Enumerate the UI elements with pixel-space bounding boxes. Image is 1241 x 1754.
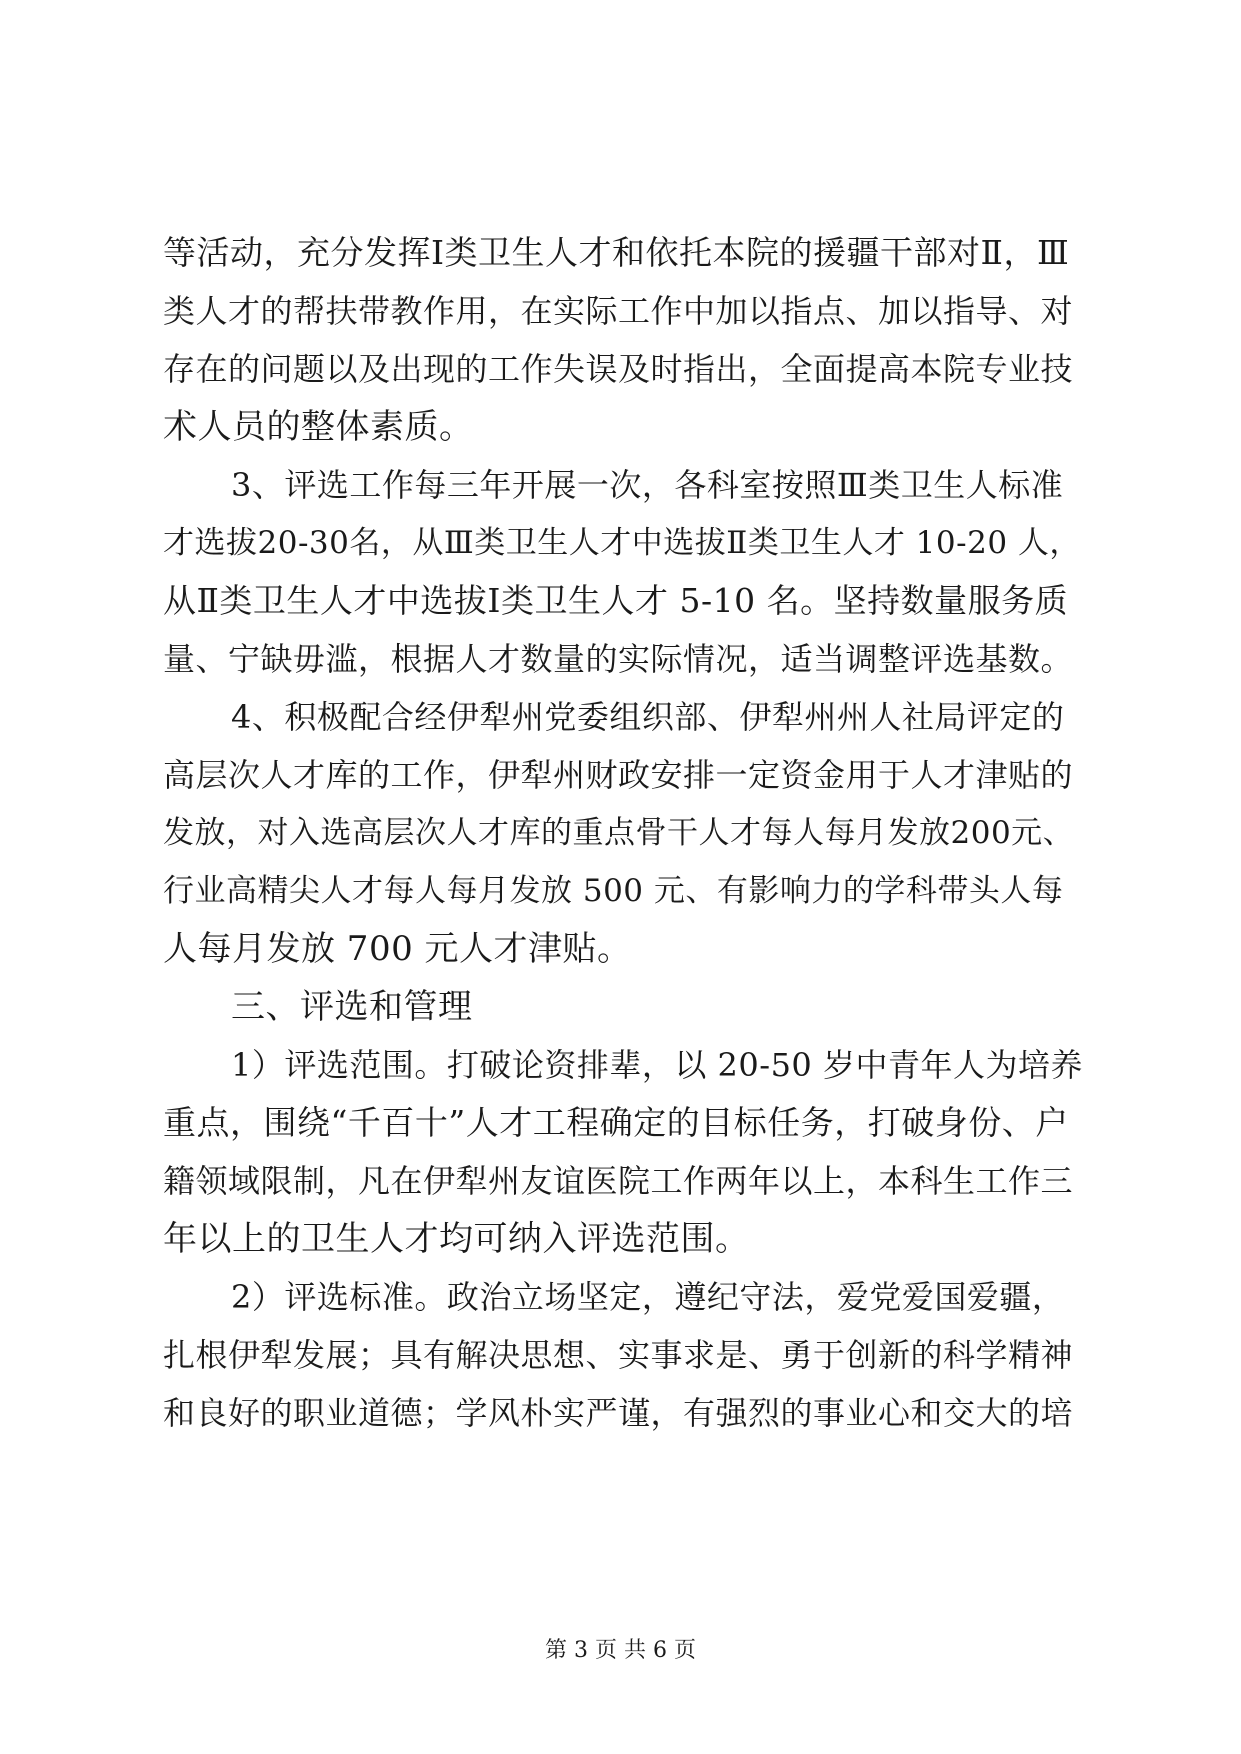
section-heading xyxy=(163,978,1083,1036)
text-line: 存在的问题以及出现的工作失误及时指出，全面提高本院专业技 xyxy=(163,350,1074,388)
text-line: 类人才的帮扶带教作用，在实际工作中加以指点、加以指导、对 xyxy=(163,292,1074,330)
text-line: 扎根伊犁发展；具有解决思想、实事求是、勇于创新的科学精神 xyxy=(163,1336,1074,1374)
text-line: 高层次人才库的工作，伊犁州财政安排一定资金用于人才津贴的 xyxy=(163,756,1074,794)
paragraph-item-3 xyxy=(163,456,1083,688)
text-line: 2）评选标准。政治立场坚定，遵纪守法，爱党爱国爱疆， xyxy=(231,1278,1065,1316)
text-line: 重点，围绕“千百十”人才工程确定的目标任务，打破身份、户 xyxy=(163,1103,1069,1142)
text-line: 术人员的整体素质。 xyxy=(163,407,474,447)
text-line: 发放，对入选高层次人才库的重点骨干人才每人每月发放200元、 xyxy=(163,815,1075,851)
paragraph-criteria xyxy=(163,1268,1083,1442)
section-heading-text: 三、评选和管理 xyxy=(231,987,473,1027)
text-line: 行业高精尖人才每人每月发放 500 元、有影响力的学科带头人每 xyxy=(163,873,1064,909)
text-line: 人每月发放 700 元人才津贴。 xyxy=(163,929,632,969)
text-line: 量、宁缺毋滥，根据人才数量的实际情况，适当调整评选基数。 xyxy=(163,640,1074,678)
text-line: 3、评选工作每三年开展一次，各科室按照Ⅲ类卫生人标准 xyxy=(231,466,1064,504)
document-body xyxy=(163,224,1083,1442)
text-line: 从Ⅱ类卫生人才中选拔Ⅰ类卫生人才 5-10 名。坚持数量服务质 xyxy=(163,581,1069,620)
text-line: 籍领域限制，凡在伊犁州友谊医院工作两年以上，本科生工作三 xyxy=(163,1162,1074,1200)
paragraph-item-4 xyxy=(163,688,1083,978)
text-line: 才选拔20-30名，从Ⅲ类卫生人才中选拔Ⅱ类卫生人才 10-20 人， xyxy=(163,525,1081,561)
text-line: 和良好的职业道德；学风朴实严谨，有强烈的事业心和交大的培 xyxy=(163,1394,1074,1432)
paragraph-scope xyxy=(163,1036,1083,1268)
text-line: 1）评选范围。打破论资排辈，以 20-50 岁中青年人为培养 xyxy=(231,1046,1083,1084)
text-line: 年以上的卫生人才均可纳入评选范围。 xyxy=(163,1219,750,1259)
text-line: 4、积极配合经伊犁州党委组织部、伊犁州州人社局评定的 xyxy=(231,698,1065,736)
page-number-footer: 第 3 页 共 6 页 xyxy=(545,1638,696,1663)
text-line: 等活动，充分发挥Ⅰ类卫生人才和依托本院的援疆干部对Ⅱ，Ⅲ xyxy=(163,233,1070,272)
paragraph-continuation xyxy=(163,224,1083,456)
